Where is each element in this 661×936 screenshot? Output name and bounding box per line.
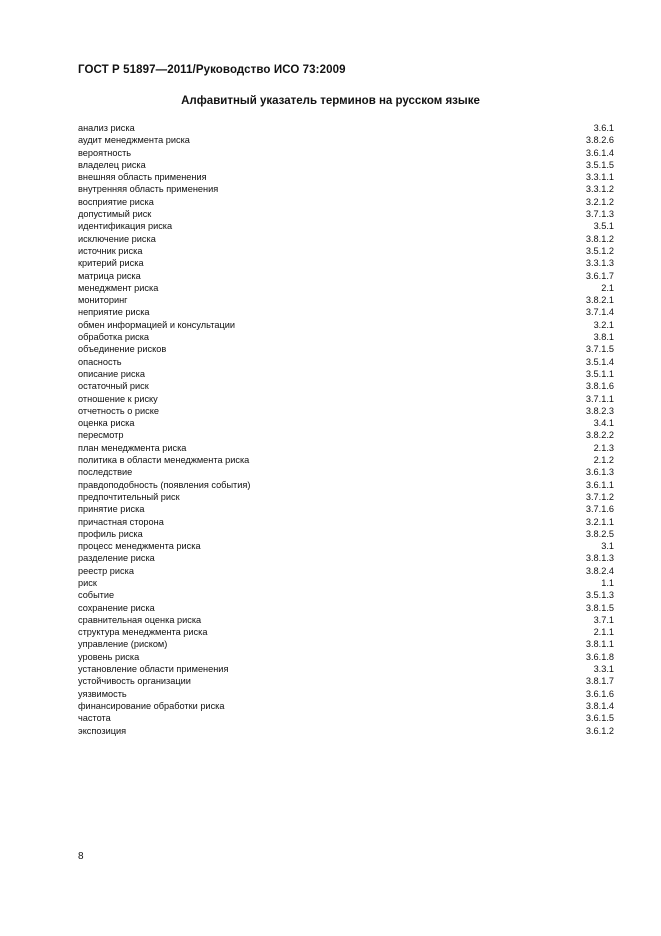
term-reference: 3.8.2.3 [585, 405, 614, 416]
term-name: предпочтительный риск [78, 491, 180, 502]
term-reference: 3.8.2.6 [585, 135, 614, 146]
term-name: план менеджмента риска [78, 442, 187, 453]
term-reference: 3.5.1.3 [585, 590, 614, 601]
term-name: устойчивость организации [78, 676, 191, 687]
term-row [78, 552, 614, 564]
term-name: реестр риска [78, 565, 134, 576]
term-row [78, 405, 614, 417]
term-name: мониторинг [78, 295, 128, 306]
term-row [78, 725, 614, 737]
term-reference: 3.8.1.7 [585, 676, 614, 687]
term-reference: 3.7.1.6 [585, 504, 614, 515]
term-reference: 3.2.1.2 [585, 196, 614, 207]
term-name: допустимый риск [78, 209, 152, 220]
term-row [78, 270, 614, 282]
term-name: последствие [78, 467, 133, 478]
term-row [78, 220, 614, 232]
term-row [78, 663, 614, 675]
term-reference: 3.5.1.2 [585, 245, 614, 256]
term-row [78, 343, 614, 355]
term-reference: 3.8.1 [593, 332, 614, 343]
term-reference: 2.1 [601, 282, 614, 293]
term-row [78, 294, 614, 306]
term-reference: 3.7.1.1 [585, 393, 614, 404]
term-row [78, 196, 614, 208]
term-reference: 3.8.2.4 [585, 565, 614, 576]
term-row [78, 516, 614, 528]
term-reference: 3.5.1.1 [585, 368, 614, 379]
term-row [78, 380, 614, 392]
term-name: матрица риска [78, 270, 141, 281]
term-reference: 3.6.1 [593, 123, 614, 133]
term-reference: 3.6.1.1 [585, 479, 614, 490]
term-name: риск [78, 577, 97, 588]
term-name: сравнительная оценка риска [78, 614, 202, 625]
term-row [78, 528, 614, 540]
term-name: управление (риском) [78, 639, 168, 650]
term-row [78, 626, 614, 638]
term-reference: 3.8.1.1 [585, 639, 614, 650]
term-row [78, 393, 614, 405]
term-reference: 3.2.1.1 [585, 516, 614, 527]
term-row [78, 356, 614, 368]
term-reference: 3.1 [601, 541, 614, 552]
term-row [78, 306, 614, 318]
term-name: оценка риска [78, 418, 135, 429]
term-row [78, 233, 614, 245]
term-row [78, 602, 614, 614]
term-row [78, 638, 614, 650]
term-reference: 2.1.2 [593, 455, 614, 466]
term-name: разделение риска [78, 553, 155, 564]
term-index-list [78, 122, 614, 737]
term-reference: 3.6.1.4 [585, 147, 614, 158]
term-reference: 3.3.1.2 [585, 184, 614, 195]
term-reference: 3.5.1.4 [585, 356, 614, 367]
term-reference: 3.6.1.5 [585, 713, 614, 724]
term-reference: 3.2.1 [593, 319, 614, 330]
term-name: внешняя область применения [78, 172, 207, 183]
term-name: идентификация риска [78, 221, 173, 232]
term-reference: 3.6.1.8 [585, 651, 614, 662]
term-row [78, 183, 614, 195]
term-name: описание риска [78, 368, 145, 379]
term-name: обработка риска [78, 332, 150, 343]
term-reference: 3.5.1 [593, 221, 614, 232]
term-name: аудит менеджмента риска [78, 135, 190, 146]
term-row [78, 503, 614, 515]
term-row [78, 319, 614, 331]
term-row [78, 368, 614, 380]
term-name: восприятие риска [78, 196, 154, 207]
document-header: ГОСТ Р 51897—2011/Руководство ИСО 73:2009 [78, 64, 346, 76]
term-row [78, 614, 614, 626]
term-row [78, 491, 614, 503]
term-reference: 3.7.1.5 [585, 344, 614, 355]
term-name: причастная сторона [78, 516, 164, 527]
term-reference: 3.3.1.3 [585, 258, 614, 269]
term-reference: 3.7.1 [593, 614, 614, 625]
term-row [78, 147, 614, 159]
term-row [78, 565, 614, 577]
term-reference: 3.6.1.7 [585, 270, 614, 281]
term-name: источник риска [78, 245, 143, 256]
term-name: владелец риска [78, 159, 146, 170]
term-row [78, 257, 614, 269]
term-name: объединение рисков [78, 344, 167, 355]
term-row [78, 688, 614, 700]
term-row [78, 540, 614, 552]
term-row [78, 577, 614, 589]
term-row [78, 171, 614, 183]
term-row [78, 245, 614, 257]
term-name: уязвимость [78, 688, 127, 699]
term-reference: 3.3.1 [593, 664, 614, 675]
term-name: правдоподобность (появления события) [78, 479, 251, 490]
term-name: отчетность о риске [78, 405, 159, 416]
term-row [78, 331, 614, 343]
term-row [78, 675, 614, 687]
term-name: установление области применения [78, 664, 229, 675]
term-name: обмен информацией и консультации [78, 319, 235, 330]
term-name: вероятность [78, 147, 132, 158]
term-row [78, 454, 614, 466]
term-reference: 3.5.1.5 [585, 159, 614, 170]
term-name: процесс менеджмента риска [78, 541, 201, 552]
term-row [78, 479, 614, 491]
term-row [78, 159, 614, 171]
term-name: внутренняя область применения [78, 184, 219, 195]
term-row [78, 651, 614, 663]
term-name: критерий риска [78, 258, 144, 269]
term-reference: 3.8.1.5 [585, 602, 614, 613]
term-name: исключение риска [78, 233, 156, 244]
term-name: пересмотр [78, 430, 124, 441]
term-name: опасность [78, 356, 122, 367]
term-name: остаточный риск [78, 381, 149, 392]
term-reference: 3.7.1.3 [585, 209, 614, 220]
term-reference: 1.1 [601, 577, 614, 588]
term-name: финансирование обработки риска [78, 700, 225, 711]
term-row [78, 282, 614, 294]
term-name: структура менеджмента риска [78, 627, 208, 638]
term-name: отношение к риску [78, 393, 158, 404]
term-name: событие [78, 590, 115, 601]
term-reference: 3.7.1.2 [585, 491, 614, 502]
term-name: экспозиция [78, 725, 127, 736]
term-reference: 2.1.3 [593, 442, 614, 453]
term-row [78, 700, 614, 712]
term-name: менеджмент риска [78, 282, 159, 293]
term-name: неприятие риска [78, 307, 150, 318]
term-row [78, 466, 614, 478]
term-reference: 3.8.1.2 [585, 233, 614, 244]
term-row [78, 122, 614, 134]
term-reference: 2.1.1 [593, 627, 614, 638]
term-row [78, 712, 614, 724]
term-reference: 3.8.1.6 [585, 381, 614, 392]
term-reference: 3.8.1.4 [585, 700, 614, 711]
term-name: принятие риска [78, 504, 145, 515]
term-row [78, 208, 614, 220]
term-reference: 3.6.1.6 [585, 688, 614, 699]
term-name: политика в области менеджмента риска [78, 455, 250, 466]
term-row [78, 134, 614, 146]
term-reference: 3.4.1 [593, 418, 614, 429]
term-reference: 3.6.1.3 [585, 467, 614, 478]
term-row [78, 429, 614, 441]
term-reference: 3.8.2.1 [585, 295, 614, 306]
term-row [78, 417, 614, 429]
term-name: частота [78, 713, 111, 724]
page-number: 8 [78, 851, 84, 862]
term-reference: 3.3.1.1 [585, 172, 614, 183]
term-name: профиль риска [78, 528, 143, 539]
term-row [78, 442, 614, 454]
term-row [78, 589, 614, 601]
term-name: сохранение риска [78, 602, 155, 613]
term-reference: 3.6.1.2 [585, 725, 614, 736]
term-reference: 3.7.1.4 [585, 307, 614, 318]
term-reference: 3.8.1.3 [585, 553, 614, 564]
term-reference: 3.8.2.2 [585, 430, 614, 441]
term-name: анализ риска [78, 123, 135, 133]
term-reference: 3.8.2.5 [585, 528, 614, 539]
term-name: уровень риска [78, 651, 140, 662]
page-title: Алфавитный указатель терминов на русском языке [181, 95, 480, 107]
